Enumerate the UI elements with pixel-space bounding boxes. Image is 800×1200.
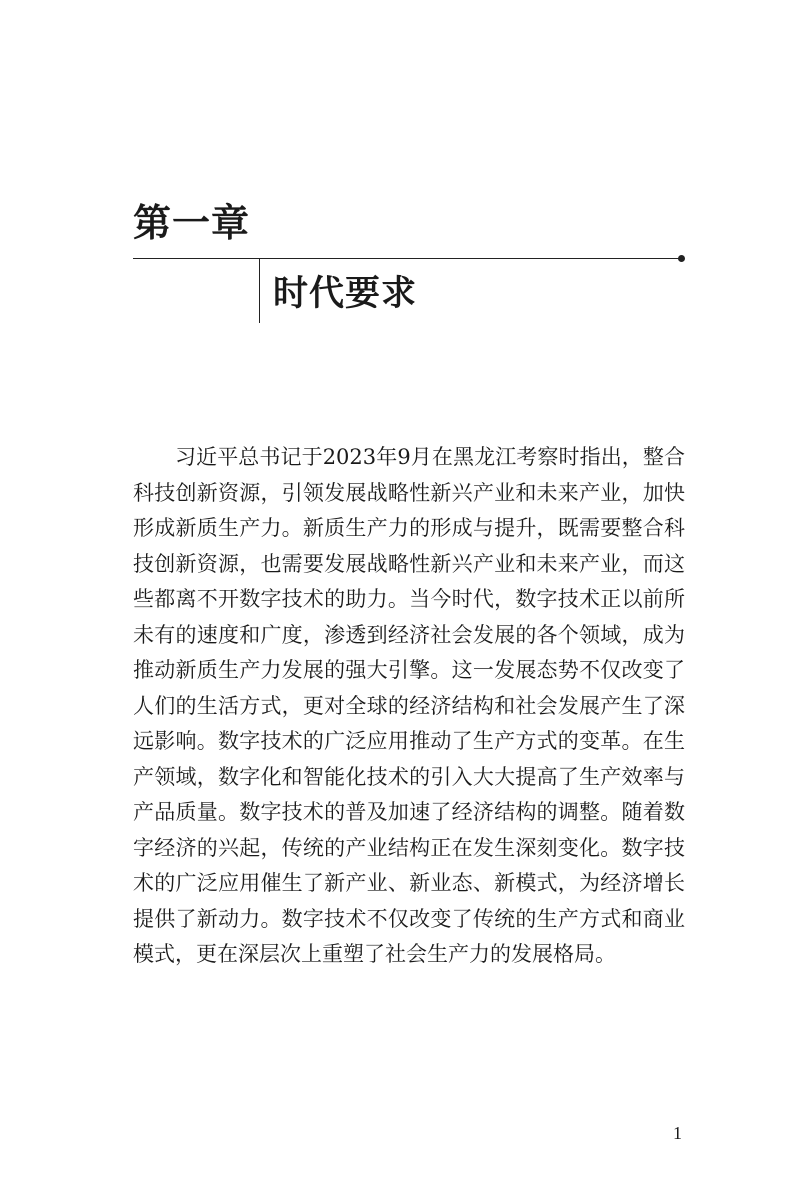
- chapter-rule-line: [133, 258, 682, 259]
- title-vertical-bar: [259, 259, 260, 323]
- chapter-label: 第一章: [133, 201, 251, 245]
- chapter-title: 时代要求: [273, 274, 418, 314]
- rule-end-dot: [678, 255, 685, 262]
- page-number: 1: [673, 1123, 682, 1143]
- body-paragraph: 习近平总书记于2023年9月在黑龙江考察时指出，整合科技创新资源，引领发展战略性新兴产业和未来产业，加快形成新质生产力。新质生产力的形成与提升，既需要整合科技创新资源，也需要发展战略性新兴产业和未来产业，而这些都离不开数字技术的助力。当今时代，数字技术正以前所未有的速度和广度，渗透到经济社会发展的各个领域，成为推动新质生产力发展的强大引擎。这一发展态势不仅改变了人们的生活方式，更对全球的经济结构和社会发展产生了深远影响。数字技术的广泛应用推动了生产方式的变革。在生产领域，数字化和智能化技术的引入大大提高了生产效率与产品质量。数字技术的普及加速了经济结构的调整。随着数字经济的兴起，传统的产业结构正在发生深刻变化。数字技术的广泛应用催生了新产业、新业态、新模式，为经济增长提供了新动力。数字技术不仅改变了传统的生产方式和商业模式，更在深层次上重塑了社会生产力的发展格局。: [133, 445, 685, 966]
